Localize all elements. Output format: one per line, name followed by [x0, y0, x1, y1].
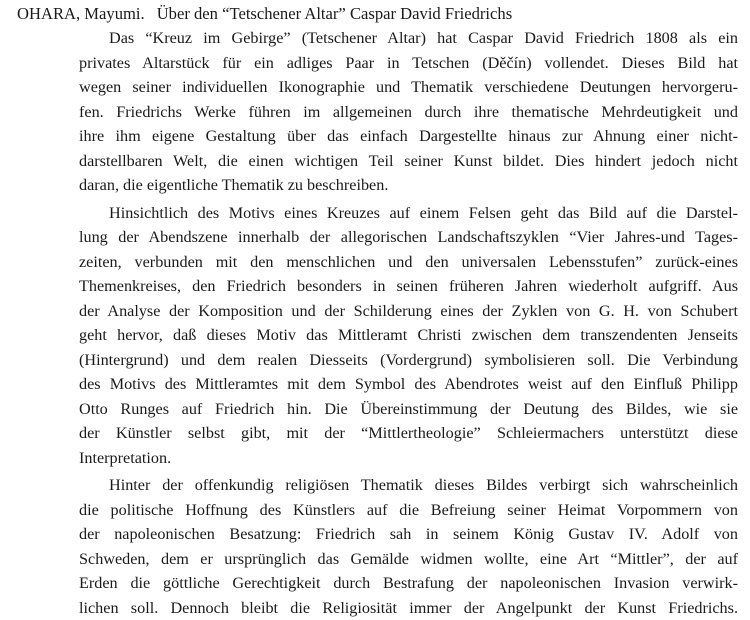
article-title: Über den “Tetschener Altar” Caspar David Friedrichs [157, 4, 512, 23]
paragraph-3 [17, 473, 738, 620]
text-line: Themenkreises, den Friedrich besonders in seinen früheren Jahren wiederholt aufgriff. Aus [17, 274, 738, 299]
text-line: Hinsichtlich des Motivs eines Kreuzes auf einem Felsen geht das Bild auf die Darstel- [17, 201, 738, 226]
text-line: fen. Friedrichs Werke führen im allgemeinen durch ihre thematische Mehrdeutigkeit und [17, 100, 738, 125]
text-line: geht hervor, daß dieses Motiv das Mittleramt Christi zwischen dem transzendenten Jenseits [17, 323, 738, 348]
text-line: des Motivs des Mittleramtes mit dem Symbol des Abendrotes weist auf den Einfluß Philipp [17, 372, 738, 397]
text-line: Das “Kreuz im Gebirge” (Tetschener Altar) hat Caspar David Friedrich 1808 als ein [17, 26, 738, 51]
text-line: ihre ihm eigene Gestaltung über das einfach Dargestellte hinaus zur Ahnung einer nicht- [17, 124, 738, 149]
text-line: zeiten, verbunden mit den menschlichen und den universalen Lebensstufen” zurück-eines [17, 250, 738, 275]
text-line: Otto Runges auf Friedrich hin. Die Übereinstimmung der Deutung des Bildes, wie sie [17, 397, 738, 422]
article-heading [17, 2, 738, 26]
text-line: Schweden, dem er ursprünglich das Gemälde widmen wollte, eine Art “Mittler”, der auf [17, 547, 738, 572]
text-line: der napoleonischen Besatzung: Friedrich sah in seinem König Gustav IV. Adolf von [17, 522, 738, 547]
paragraph-1 [17, 26, 738, 198]
text-line: die politische Hoffnung des Künstlers auf die Befreiung seiner Heimat Vorpommern von [17, 498, 738, 523]
text-line: (Hintergrund) und dem realen Diesseits (Vordergrund) symbolisieren soll. Die Verbindung [17, 348, 738, 373]
text-line: Erden die göttliche Gerechtigkeit durch Bestrafung der napoleonischen Invasion verwirk- [17, 571, 738, 596]
text-line: wegen seiner individuellen Ikonographie und Thematik verschiedene Deutungen hervorgeru- [17, 75, 738, 100]
text-line: daran, die eigentliche Thematik zu beschreiben. [17, 173, 738, 198]
text-line: der Analyse der Komposition und der Schilderung eines der Zyklen von G. H. von Schubert [17, 299, 738, 324]
text-line: darstellbaren Welt, die einen wichtigen Teil seiner Kunst bildet. Dies hindert jedoch nicht [17, 149, 738, 174]
text-line: privates Altarstück für ein adliges Paar in Tetschen (Děčín) vollendet. Dieses Bild hat [17, 51, 738, 76]
text-line: Interpretation. [17, 446, 738, 471]
text-line: der Künstler selbst gibt, mit der “Mittlertheologie” Schleiermachers unterstützt diese [17, 421, 738, 446]
paragraph-2 [17, 201, 738, 471]
text-line: lichen soll. Dennoch bleibt die Religiosität immer der Angelpunkt der Kunst Friedrichs. [17, 596, 738, 620]
author-name: OHARA, Mayumi. [17, 4, 145, 23]
text-line: lung der Abendszene innerhalb der allegorischen Landschaftszyklen “Vier Jahres-und Tages- [17, 225, 738, 250]
text-line: Hinter der offenkundig religiösen Thematik dieses Bildes verbirgt sich wahrscheinlich [17, 473, 738, 498]
